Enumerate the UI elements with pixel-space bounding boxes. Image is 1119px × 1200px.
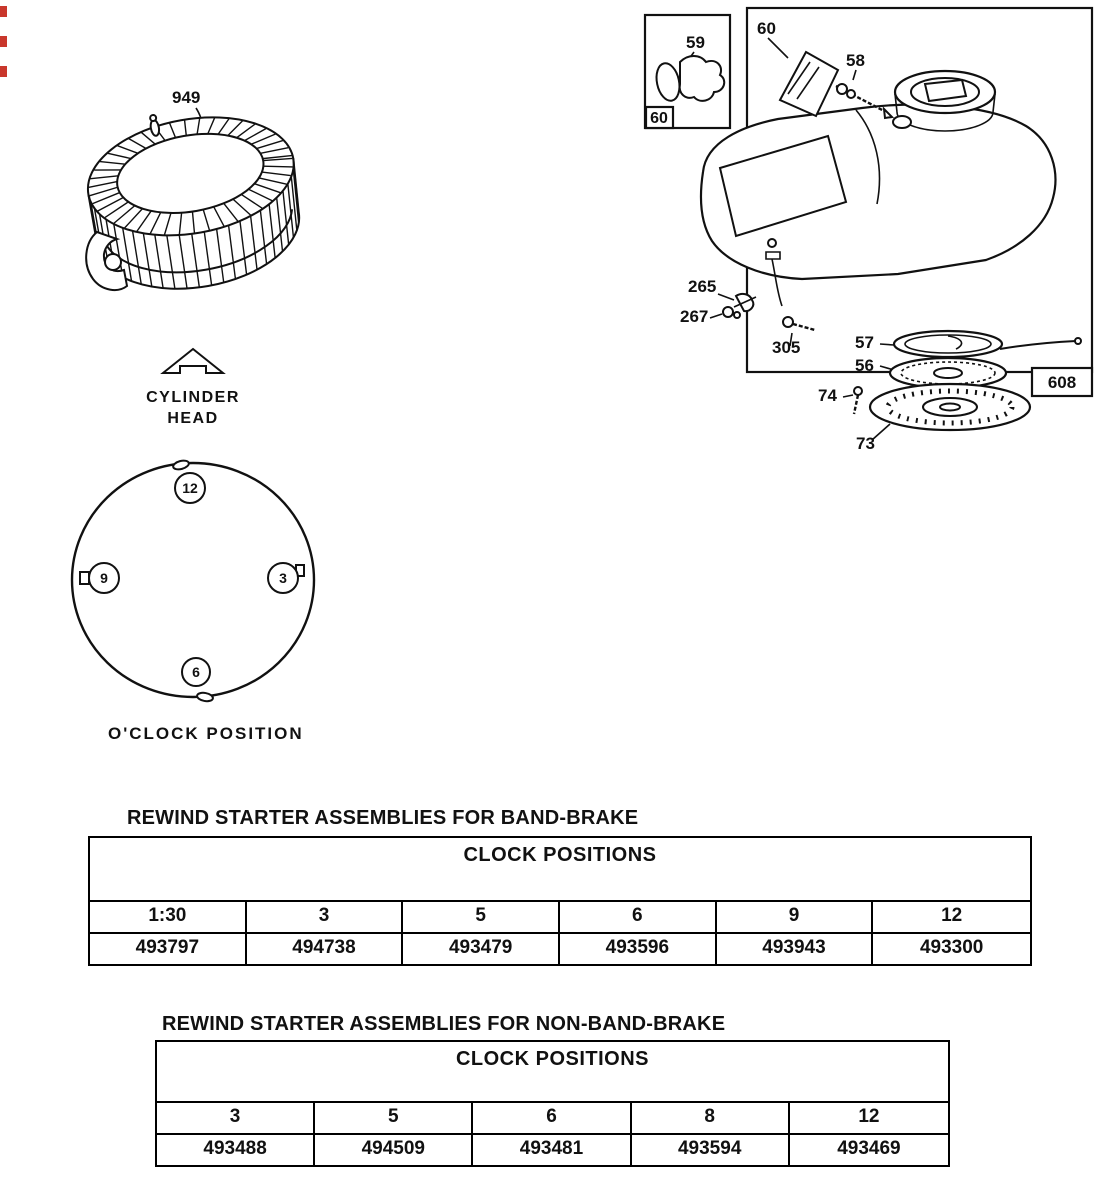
oclock-position-figure	[72, 459, 314, 743]
clock-position-9-label: 9	[100, 570, 108, 586]
clock-position-cell: 9	[717, 902, 874, 932]
cylinder-head-indicator	[146, 349, 240, 427]
non-band-brake-table-title: REWIND STARTER ASSEMBLIES FOR NON-BAND-BRAKE	[162, 1013, 726, 1035]
part-60-cup	[780, 52, 838, 116]
part-59-clutch	[680, 56, 725, 101]
cylinder-head-caption-line1: CYLINDER	[146, 389, 240, 406]
clock-position-cell: 6	[560, 902, 717, 932]
clock-position-cell: 5	[315, 1103, 473, 1133]
part-number-cell: 494509	[315, 1135, 473, 1165]
up-arrow-icon	[163, 349, 223, 373]
screw-boss	[893, 116, 911, 128]
non-band-brake-table	[155, 1040, 950, 1167]
part-number-cell: 493469	[837, 1138, 901, 1159]
non-band-brake-columns-row	[157, 1103, 948, 1133]
part-label-60: 60	[757, 19, 776, 38]
clock-position-3-label: 3	[279, 570, 287, 586]
part-number-cell: 493488	[157, 1135, 315, 1165]
starter-rope	[1000, 341, 1076, 349]
part-267-eyelet	[723, 307, 733, 317]
part-label-608: 608	[1047, 373, 1077, 392]
cylinder-head-caption-line2: HEAD	[167, 410, 219, 427]
part-label-57: 57	[855, 333, 874, 352]
clock-left-tab	[80, 572, 89, 584]
part-label-267: 267	[680, 307, 709, 326]
clock-position-cell: 8	[632, 1103, 790, 1133]
clock-position-cell: 3	[247, 902, 404, 932]
part-number-cell: 493594	[632, 1135, 790, 1165]
blower-housing-ring-figure	[77, 88, 313, 304]
clock-position-cell: 1:30	[90, 902, 247, 932]
clock-position-cell: 6	[473, 1103, 631, 1133]
part-label-305: 305	[772, 338, 801, 357]
part-number-cell: 493300	[919, 937, 984, 958]
part-label-949: 949	[172, 88, 201, 107]
part-number-cell: 493596	[560, 934, 717, 964]
part-label-265: 265	[688, 277, 717, 296]
part-label-60-inset: 60	[650, 110, 668, 127]
band-brake-clock-positions-header: CLOCK POSITIONS	[90, 838, 1030, 902]
part-label-56: 56	[855, 356, 874, 375]
clock-position-12-label: 12	[182, 480, 198, 496]
part-label-73: 73	[856, 434, 875, 453]
non-band-brake-part-numbers-row	[157, 1133, 948, 1165]
part-number-cell: 493481	[473, 1135, 631, 1165]
clock-position-cell: 12	[858, 1106, 880, 1127]
clock-position-cell: 12	[941, 905, 963, 926]
clock-position-6-label: 6	[192, 664, 200, 680]
part-label-74: 74	[818, 386, 837, 405]
exploded-view-figure	[645, 8, 1092, 453]
clock-position-cell: 3	[157, 1103, 315, 1133]
part-59-washer	[653, 61, 682, 103]
part-label-59: 59	[686, 33, 705, 52]
part-number-cell: 493479	[403, 934, 560, 964]
part-number-cell: 493797	[90, 934, 247, 964]
band-brake-columns-row	[90, 902, 1030, 932]
clock-position-cell: 5	[403, 902, 560, 932]
band-brake-part-numbers-row	[90, 932, 1030, 964]
part-number-cell: 494738	[247, 934, 404, 964]
part-305-screw	[783, 317, 793, 327]
non-band-brake-clock-positions-header: CLOCK POSITIONS	[157, 1042, 948, 1103]
part-number-cell: 493943	[717, 934, 874, 964]
part-label-58: 58	[846, 51, 865, 70]
band-brake-table	[88, 836, 1032, 966]
band-brake-table-title: REWIND STARTER ASSEMBLIES FOR BAND-BRAKE	[127, 807, 639, 829]
oclock-caption: O'CLOCK POSITION	[108, 724, 304, 743]
part-74-screw	[854, 387, 862, 395]
